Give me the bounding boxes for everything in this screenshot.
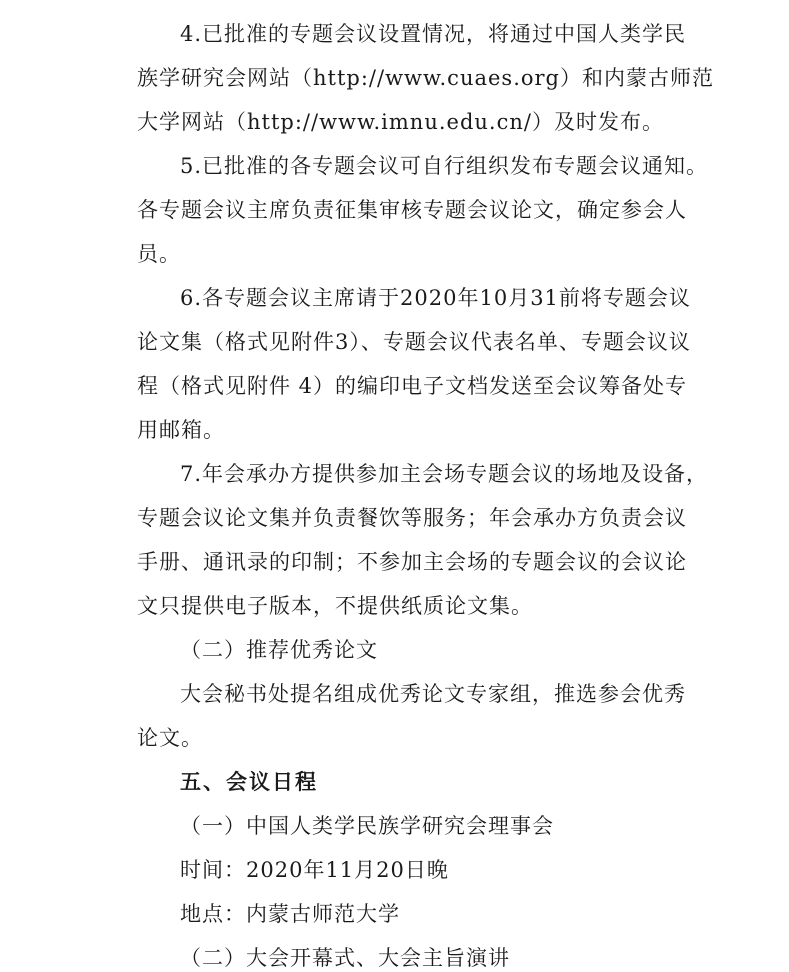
para-7-line-4: 文只提供电子版本，不提供纸质论文集。 — [137, 594, 533, 618]
subsection-heading-recommend: （二）推荐优秀论文 — [180, 638, 378, 662]
para-6-line-1: 6.各专题会议主席请于2020年10月31前将专题会议 — [180, 286, 691, 310]
recommend-text-line-1: 大会秘书处提名组成优秀论文专家组，推选参会优秀 — [180, 682, 686, 706]
para-4-line-3: 大学网站（http://www.imnu.edu.cn/）及时发布。 — [137, 110, 664, 134]
para-5-line-1: 5.已批准的各专题会议可自行组织发布专题会议通知。 — [180, 154, 709, 178]
para-7-line-2: 专题会议论文集并负责餐饮等服务；年会承办方负责会议 — [137, 506, 687, 530]
para-5-line-3: 员。 — [137, 242, 181, 266]
schedule-item-2-heading: （二）大会开幕式、大会主旨演讲 — [180, 946, 510, 970]
para-6-line-4: 用邮箱。 — [137, 418, 225, 442]
para-7-line-3: 手册、通讯录的印制；不参加主会场的专题会议的会议论 — [137, 550, 687, 574]
para-6-line-3: 程（格式见附件 4）的编印电子文档发送至会议筹备处专 — [137, 374, 688, 398]
recommend-text-line-2: 论文。 — [137, 726, 203, 750]
para-6-line-2: 论文集（格式见附件3）、专题会议代表名单、专题会议议 — [137, 330, 691, 354]
para-4-line-1: 4.已批准的专题会议设置情况，将通过中国人类学民 — [180, 22, 687, 46]
schedule-item-1-time: 时间：2020年11月20日晚 — [180, 858, 449, 882]
section-heading-schedule: 五、会议日程 — [180, 769, 318, 794]
schedule-item-1-place: 地点：内蒙古师范大学 — [180, 902, 400, 926]
para-5-line-2: 各专题会议主席负责征集审核专题会议论文，确定参会人 — [137, 198, 687, 222]
para-4-line-2: 族学研究会网站（http://www.cuaes.org）和内蒙古师范 — [137, 66, 714, 90]
para-7-line-1: 7.年会承办方提供参加主会场专题会议的场地及设备， — [180, 462, 709, 486]
schedule-item-1-heading: （一）中国人类学民族学研究会理事会 — [180, 814, 554, 838]
